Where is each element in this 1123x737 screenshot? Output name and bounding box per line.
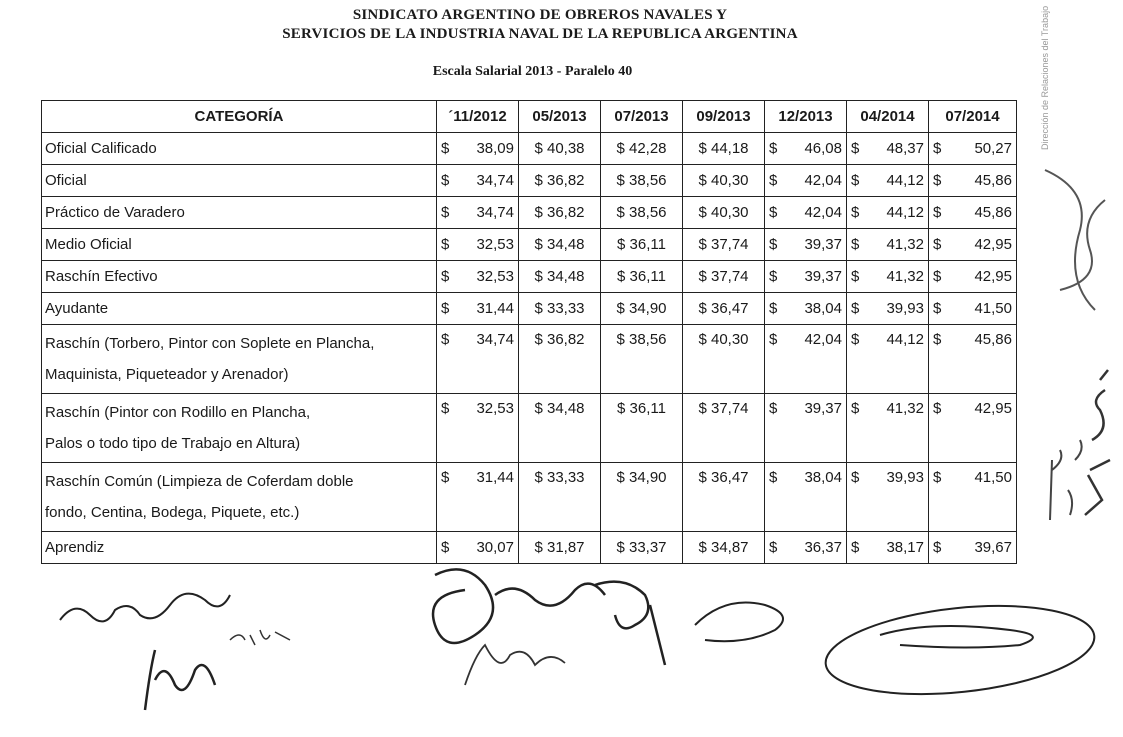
currency-symbol: $: [534, 331, 543, 348]
salary-cell: [519, 325, 601, 394]
currency-symbol: $: [698, 268, 707, 285]
salary-cell: [601, 133, 683, 165]
category-cell: [42, 463, 437, 532]
salary-amount: 31,87: [546, 539, 585, 556]
salary-cell: [601, 325, 683, 394]
currency-symbol: $: [769, 268, 778, 285]
salary-amount: 42,28: [628, 140, 667, 157]
salary-amount: 34,48: [546, 236, 585, 253]
salary-cell: [519, 463, 601, 532]
currency-symbol: $: [933, 539, 942, 556]
currency-symbol: $: [698, 172, 707, 189]
salary-amount: 34,48: [546, 400, 585, 417]
salary-cell: [765, 229, 847, 261]
currency-symbol: $: [534, 140, 543, 157]
table-row: [42, 394, 1017, 463]
salary-cell: [929, 261, 1017, 293]
salary-amount: 41,32: [886, 268, 924, 285]
category-label: Oficial Calificado: [45, 140, 157, 157]
salary-amount: 46,08: [804, 140, 842, 157]
currency-symbol: $: [769, 300, 778, 317]
salary-amount: 36,37: [804, 539, 842, 556]
currency-symbol: $: [698, 539, 707, 556]
salary-amount: 44,12: [886, 331, 924, 348]
salary-amount: 44,12: [886, 204, 924, 221]
currency-symbol: $: [534, 172, 543, 189]
currency-symbol: $: [933, 268, 942, 285]
salary-cell: [601, 165, 683, 197]
salary-amount: 32,53: [476, 400, 514, 417]
category-cell: [42, 229, 437, 261]
salary-amount: 39,93: [886, 300, 924, 317]
table-header-row: [42, 101, 1017, 133]
currency-symbol: $: [933, 204, 942, 221]
currency-symbol: $: [616, 331, 625, 348]
salary-cell: [519, 165, 601, 197]
currency-symbol: $: [698, 140, 707, 157]
currency-symbol: $: [617, 400, 626, 417]
salary-cell: [929, 325, 1017, 394]
salary-cell: [601, 197, 683, 229]
currency-symbol: $: [769, 236, 778, 253]
salary-cell: [437, 165, 519, 197]
category-label: Medio Oficial: [45, 236, 132, 253]
currency-symbol: $: [851, 204, 860, 221]
salary-cell: [683, 463, 765, 532]
salary-amount: 39,93: [886, 469, 924, 486]
salary-amount: 33,33: [546, 469, 585, 486]
currency-symbol: $: [616, 300, 625, 317]
currency-symbol: $: [441, 300, 450, 317]
table-row: [42, 463, 1017, 532]
currency-symbol: $: [534, 204, 543, 221]
salary-amount: 31,44: [476, 469, 514, 486]
salary-amount: 38,04: [804, 469, 842, 486]
salary-cell: [765, 165, 847, 197]
salary-amount: 45,86: [974, 331, 1012, 348]
salary-cell: [519, 293, 601, 325]
currency-symbol: $: [616, 469, 625, 486]
currency-symbol: $: [769, 400, 778, 417]
currency-symbol: $: [698, 204, 707, 221]
salary-amount: 36,82: [546, 204, 585, 221]
currency-symbol: $: [698, 400, 707, 417]
title-line-2: SERVICIOS DE LA INDUSTRIA NAVAL DE LA REPUBLICA ARGENTINA: [282, 26, 798, 42]
salary-cell: [765, 463, 847, 532]
currency-symbol: $: [616, 172, 625, 189]
salary-amount: 38,56: [628, 331, 667, 348]
salary-amount: 44,12: [886, 172, 924, 189]
currency-symbol: $: [933, 469, 942, 486]
table-row: [42, 165, 1017, 197]
salary-cell: [683, 133, 765, 165]
category-label: Raschín Efectivo: [45, 268, 158, 285]
salary-amount: 40,30: [710, 331, 749, 348]
salary-amount: 39,37: [804, 236, 842, 253]
salary-amount: 34,74: [476, 172, 514, 189]
salary-amount: 39,37: [804, 268, 842, 285]
currency-symbol: $: [851, 400, 860, 417]
currency-symbol: $: [616, 539, 625, 556]
category-cell: [42, 261, 437, 293]
currency-symbol: $: [441, 172, 450, 189]
salary-amount: 36,47: [710, 300, 749, 317]
salary-cell: [847, 197, 929, 229]
signature-right: [820, 595, 1100, 705]
salary-amount: 40,30: [710, 172, 749, 189]
salary-amount: 38,17: [886, 539, 924, 556]
category-cell: [42, 165, 437, 197]
category-label-line2: Palos o todo tipo de Trabajo en Altura): [45, 435, 301, 452]
salary-cell: [847, 394, 929, 463]
currency-symbol: $: [534, 400, 543, 417]
salary-amount: 36,11: [629, 268, 666, 285]
salary-cell: [519, 394, 601, 463]
salary-cell: [601, 229, 683, 261]
table-row: [42, 229, 1017, 261]
salary-amount: 41,32: [886, 236, 924, 253]
salary-cell: [847, 229, 929, 261]
salary-cell: [519, 261, 601, 293]
salary-amount: 36,11: [629, 400, 666, 417]
category-label: Raschín Común (Limpieza de Coferdam doble: [45, 473, 354, 490]
currency-symbol: $: [769, 204, 778, 221]
salary-amount: 37,74: [710, 400, 749, 417]
currency-symbol: $: [441, 539, 450, 556]
salary-cell: [929, 165, 1017, 197]
salary-amount: 36,82: [546, 172, 585, 189]
salary-cell: [683, 165, 765, 197]
salary-amount: 38,56: [628, 172, 667, 189]
currency-symbol: $: [441, 268, 450, 285]
table-row: [42, 293, 1017, 325]
currency-symbol: $: [534, 236, 543, 253]
salary-cell: [601, 293, 683, 325]
category-cell: [42, 532, 437, 564]
salary-cell: [519, 229, 601, 261]
salary-cell: [847, 293, 929, 325]
salary-amount: 45,86: [974, 172, 1012, 189]
currency-symbol: $: [698, 300, 707, 317]
salary-cell: [683, 325, 765, 394]
currency-symbol: $: [769, 331, 778, 348]
currency-symbol: $: [441, 331, 450, 348]
currency-symbol: $: [698, 331, 707, 348]
salary-amount: 42,95: [974, 236, 1012, 253]
salary-cell: [929, 532, 1017, 564]
salary-amount: 30,07: [476, 539, 514, 556]
salary-cell: [847, 133, 929, 165]
currency-symbol: $: [534, 268, 543, 285]
category-label: Oficial: [45, 172, 87, 189]
salary-cell: [683, 229, 765, 261]
category-label-line2: fondo, Centina, Bodega, Piquete, etc.): [45, 504, 300, 521]
currency-symbol: $: [698, 469, 707, 486]
salary-cell: [847, 261, 929, 293]
stamp-text: Dirección de Relaciones del Trabajo: [1040, 5, 1050, 150]
category-cell: [42, 133, 437, 165]
salary-amount: 50,27: [974, 140, 1012, 157]
category-label: Aprendiz: [45, 539, 105, 556]
salary-amount: 33,33: [546, 300, 585, 317]
salary-amount: 41,50: [974, 300, 1012, 317]
category-cell: [42, 197, 437, 229]
salary-amount: 38,04: [804, 300, 842, 317]
salary-cell: [683, 293, 765, 325]
currency-symbol: $: [769, 469, 778, 486]
header-period: 04/2014: [847, 101, 929, 133]
currency-symbol: $: [933, 300, 942, 317]
salary-amount: 37,74: [710, 268, 749, 285]
salary-cell: [601, 261, 683, 293]
currency-symbol: $: [616, 140, 625, 157]
currency-symbol: $: [933, 236, 942, 253]
currency-symbol: $: [441, 140, 450, 157]
salary-amount: 44,18: [710, 140, 749, 157]
category-label: Práctico de Varadero: [45, 204, 185, 221]
salary-amount: 34,74: [476, 331, 514, 348]
salary-amount: 48,37: [886, 140, 924, 157]
salary-cell: [683, 197, 765, 229]
currency-symbol: $: [851, 236, 860, 253]
category-cell: [42, 293, 437, 325]
salary-amount: 42,04: [804, 331, 842, 348]
salary-amount: 39,67: [974, 539, 1012, 556]
salary-amount: 33,37: [628, 539, 667, 556]
salary-cell: [437, 394, 519, 463]
currency-symbol: $: [851, 469, 860, 486]
salary-amount: 34,48: [546, 268, 585, 285]
stamp-mark: [1020, 130, 1115, 330]
salary-amount: 34,74: [476, 204, 514, 221]
salary-amount: 36,11: [629, 236, 666, 253]
salary-amount: 40,38: [546, 140, 585, 157]
salary-amount: 34,90: [628, 469, 667, 486]
salary-amount: 38,56: [628, 204, 667, 221]
currency-symbol: $: [769, 172, 778, 189]
document-header: [0, 6, 1080, 44]
currency-symbol: $: [851, 539, 860, 556]
salary-amount: 36,82: [546, 331, 585, 348]
currency-symbol: $: [851, 268, 860, 285]
category-cell: [42, 394, 437, 463]
category-label: Raschín (Torbero, Pintor con Soplete en Plancha,: [45, 335, 375, 352]
header-period: 07/2014: [929, 101, 1017, 133]
salary-table: [41, 100, 1017, 564]
salary-cell: [765, 325, 847, 394]
salary-cell: [765, 133, 847, 165]
official-stamp: [1020, 5, 1115, 330]
currency-symbol: $: [534, 469, 543, 486]
category-label: Raschín (Pintor con Rodillo en Plancha,: [45, 404, 311, 421]
salary-amount: 42,95: [974, 268, 1012, 285]
salary-cell: [519, 133, 601, 165]
salary-amount: 31,44: [476, 300, 514, 317]
salary-cell: [601, 394, 683, 463]
currency-symbol: $: [534, 539, 543, 556]
salary-amount: 34,87: [710, 539, 749, 556]
salary-cell: [437, 463, 519, 532]
table-row: [42, 133, 1017, 165]
signature-left: [55, 560, 315, 730]
salary-cell: [437, 261, 519, 293]
currency-symbol: $: [769, 539, 778, 556]
salary-amount: 36,47: [710, 469, 749, 486]
salary-cell: [765, 261, 847, 293]
salary-cell: [929, 197, 1017, 229]
salary-amount: 39,37: [804, 400, 842, 417]
salary-cell: [847, 165, 929, 197]
currency-symbol: $: [933, 400, 942, 417]
salary-cell: [683, 394, 765, 463]
salary-amount: 42,04: [804, 172, 842, 189]
salary-cell: [765, 293, 847, 325]
salary-amount: 34,90: [628, 300, 667, 317]
salary-amount: 32,53: [476, 268, 514, 285]
salary-amount: 37,74: [710, 236, 749, 253]
currency-symbol: $: [617, 268, 626, 285]
salary-cell: [847, 463, 929, 532]
table-row: [42, 325, 1017, 394]
salary-amount: 41,32: [886, 400, 924, 417]
salary-cell: [847, 532, 929, 564]
salary-amount: 40,30: [710, 204, 749, 221]
category-label: Ayudante: [45, 300, 109, 317]
salary-cell: [929, 463, 1017, 532]
header-period: ´11/2012: [437, 101, 519, 133]
currency-symbol: $: [441, 469, 450, 486]
currency-symbol: $: [851, 331, 860, 348]
header-period: 12/2013: [765, 101, 847, 133]
salary-amount: 38,09: [476, 140, 514, 157]
currency-symbol: $: [698, 236, 707, 253]
document-subtitle: Escala Salarial 2013 - Paralelo 40: [432, 64, 633, 79]
salary-cell: [437, 229, 519, 261]
handwritten-received-note: [1030, 350, 1115, 530]
salary-cell: [929, 293, 1017, 325]
salary-cell: [929, 133, 1017, 165]
currency-symbol: $: [851, 300, 860, 317]
currency-symbol: $: [441, 204, 450, 221]
salary-cell: [765, 394, 847, 463]
salary-cell: [765, 197, 847, 229]
table-row: [42, 261, 1017, 293]
currency-symbol: $: [933, 331, 942, 348]
category-cell: [42, 325, 437, 394]
salary-amount: 42,95: [974, 400, 1012, 417]
salary-cell: [437, 197, 519, 229]
salary-amount: 32,53: [476, 236, 514, 253]
salary-amount: 42,04: [804, 204, 842, 221]
currency-symbol: $: [851, 140, 860, 157]
salary-cell: [847, 325, 929, 394]
currency-symbol: $: [769, 140, 778, 157]
salary-cell: [437, 325, 519, 394]
salary-cell: [929, 394, 1017, 463]
signature-center: [405, 555, 805, 715]
header-period: 07/2013: [601, 101, 683, 133]
header-period: 09/2013: [683, 101, 765, 133]
salary-cell: [601, 463, 683, 532]
currency-symbol: $: [441, 236, 450, 253]
salary-cell: [437, 133, 519, 165]
title-line-1: SINDICATO ARGENTINO DE OBREROS NAVALES Y: [352, 7, 728, 23]
currency-symbol: $: [534, 300, 543, 317]
table-row: [42, 197, 1017, 229]
salary-cell: [929, 229, 1017, 261]
salary-cell: [437, 293, 519, 325]
salary-cell: [519, 197, 601, 229]
currency-symbol: $: [933, 140, 942, 157]
salary-cell: [683, 261, 765, 293]
currency-symbol: $: [617, 236, 626, 253]
currency-symbol: $: [851, 172, 860, 189]
salary-amount: 45,86: [974, 204, 1012, 221]
header-category: CATEGORÍA: [42, 101, 437, 133]
currency-symbol: $: [933, 172, 942, 189]
currency-symbol: $: [441, 400, 450, 417]
currency-symbol: $: [616, 204, 625, 221]
category-label-line2: Maquinista, Piqueteador y Arenador): [45, 366, 289, 383]
header-period: 05/2013: [519, 101, 601, 133]
salary-amount: 41,50: [974, 469, 1012, 486]
